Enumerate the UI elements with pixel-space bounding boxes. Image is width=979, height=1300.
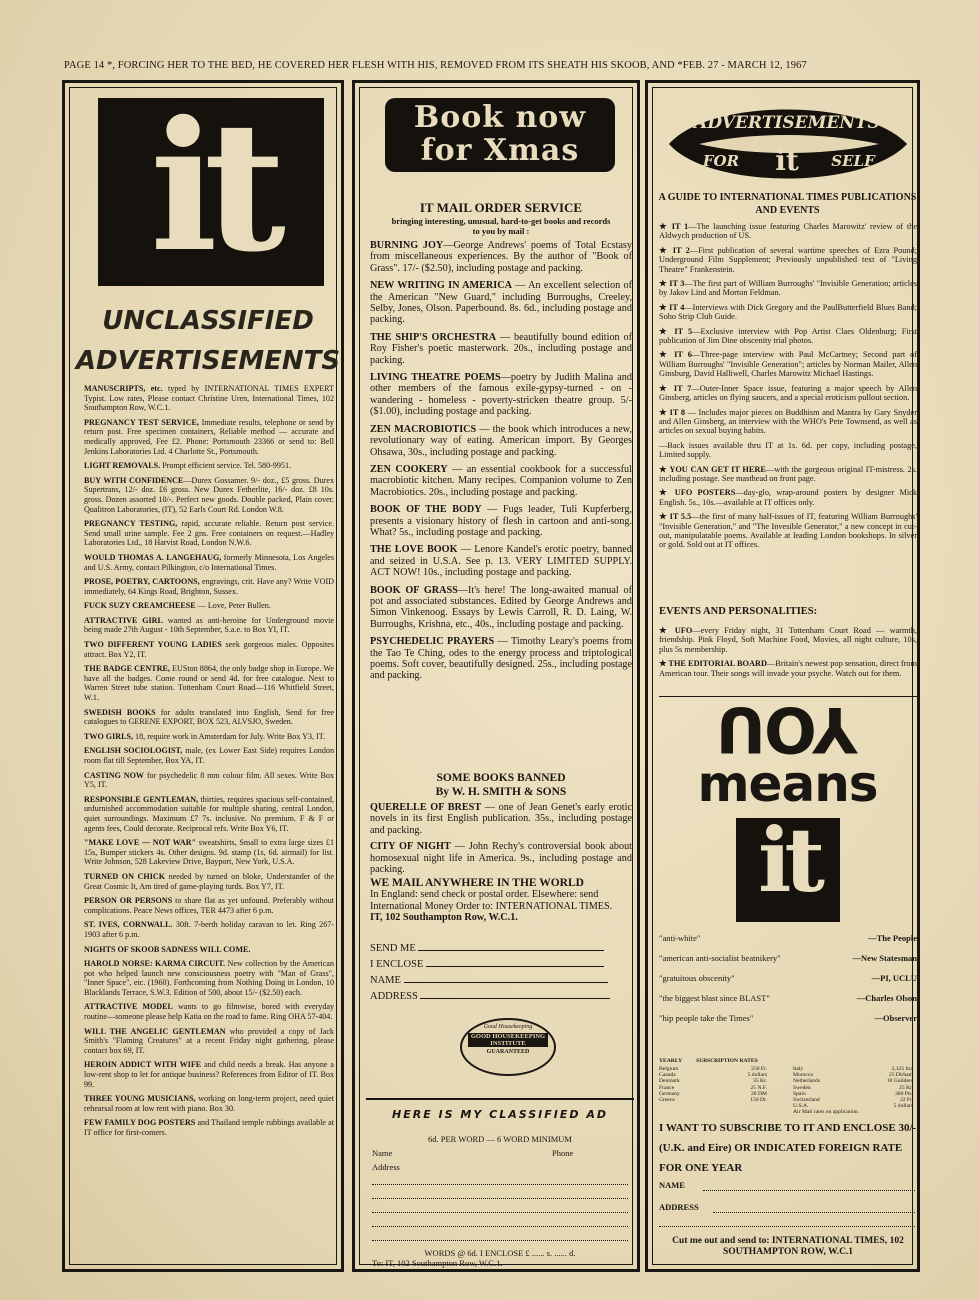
- event-entry-lead: ★ UFO: [659, 626, 693, 635]
- pence-label: d.: [569, 1248, 576, 1258]
- book-entry: [370, 464, 632, 498]
- quote-row: [659, 1013, 917, 1033]
- classified-form-footer: [372, 1248, 628, 1268]
- words-enclose-label: WORDS @ 6d. I ENCLOSE £: [424, 1248, 530, 1258]
- classified-line[interactable]: [372, 1226, 628, 1227]
- quote-source: —The People: [868, 933, 917, 943]
- advertisements-heading: ADVERTISEMENTS: [75, 346, 341, 376]
- classified-ad: [84, 896, 334, 915]
- it-small-logo: [736, 808, 840, 922]
- event-entry-text: —Britain's newest pop sensation, direct from American tour. Their songs will invade your psyche. Watch out for them.: [659, 659, 917, 678]
- issues-list: [659, 222, 917, 555]
- classified-ad-text: EUSton 8864, the only badge shop in Europe. We have all the badges. Come round or send 4d. for free catalogue. Next to Warren Street tube station. Tottenham Court Road—116 Whitfield Street, W.1.: [84, 664, 334, 703]
- banned-book-entry-lead: QUERELLE OF BREST: [370, 802, 482, 813]
- classified-ad: [84, 616, 334, 635]
- classified-ad: [84, 838, 334, 867]
- send-me-label: SEND ME: [370, 943, 416, 954]
- book-entry-lead: PSYCHEDELIC PRAYERS: [370, 636, 495, 648]
- rate-amount: 150 Dr.: [750, 1097, 767, 1104]
- rate-amount: 22 Fr.: [899, 1097, 913, 1104]
- classified-ad: [84, 1002, 334, 1021]
- name-field[interactable]: [370, 974, 632, 986]
- quote-text: "hip people take the Times": [659, 1013, 754, 1023]
- quote-source: —PI, UCLU: [871, 973, 917, 983]
- book-entry-text: — Timothy Leary's poems from the Tao Te Ching, odes to the energy process and triptological poems. Soft cover, beautifully designed. 25s., including postage and packing.: [370, 636, 632, 682]
- guide-title: A GUIDE TO INTERNATIONAL TIMES PUBLICATIONS AND EVENTS: [658, 192, 917, 216]
- classified-ad: [84, 519, 334, 548]
- book-now-for-xmas-banner: [385, 98, 615, 172]
- enclose-line[interactable]: [426, 958, 604, 967]
- classified-ad-text: for adults translated into English, Send for free catalogues to GERENE EXPORT, BOX 523, ALVSJO, Sweden.: [84, 707, 334, 727]
- book-entry: [370, 280, 632, 326]
- rate-country: Italy: [793, 1066, 804, 1072]
- mail-order-column: [352, 80, 640, 1272]
- issue-entry-lead: ★ IT 2: [659, 245, 690, 255]
- rate-country: Netherlands: [793, 1078, 821, 1085]
- mail-anywhere-address: IT, 102 Southampton Row, W.C.1.: [370, 912, 518, 924]
- book-entry-text: —It's here! The long-awaited manual of pot and associated substances. Edited by George Andrews and Simon Vinkenoog. Essays by Lewis Carroll, R. D. Laing, W. Burroughs, Krishna, etc., 40s., including postage and packing.: [370, 584, 632, 630]
- events-list: [659, 626, 917, 683]
- advertisements-for-it-self-logo: [659, 104, 914, 184]
- classified-ad-lead: HAROLD NORSE: KARMA CIRCUIT.: [84, 959, 226, 969]
- rate-country: France: [659, 1084, 675, 1091]
- address-line[interactable]: [420, 990, 610, 999]
- quote-text: "american anti-socialist beatnikery": [659, 953, 781, 963]
- issue-entry-text: —Outer-Inner Space issue, featuring a major speech by Allen Ginsberg, articles on flying saucers, and a special eroticism pullout section.: [659, 383, 917, 403]
- issue-entry: [659, 279, 917, 298]
- issue-entry-text: —The first part of William Burroughs' "Invisible Generation; articles by Jakov Lind and Morton Feldman.: [659, 279, 917, 298]
- unclassified-column: [62, 80, 344, 1272]
- rate-row: [793, 1109, 913, 1115]
- classified-ad: [84, 708, 334, 727]
- classified-phone-label: Phone: [552, 1148, 574, 1158]
- classified-ad-form: [366, 1098, 634, 1268]
- classified-ad: [84, 640, 334, 659]
- book-entry-text: — An excellent selection of the American "New Guard," including Burroughs, Creeley, Selby, Jones, Olson. Paperbound. 8s. 6d., including postage and packing.: [370, 280, 632, 326]
- classified-ad-text: to share flat as yet unfound. Preferably without complications. Peace News offices, TER 4473 after 6 p.m.: [84, 896, 334, 915]
- subscribe-address-label: ADDRESS: [659, 1202, 699, 1212]
- issue-entry-text: — Includes major pieces on Buddhism and Mantra by Gary Snyder and Allen Ginsberg, an interview with the WHO's Pete Townsend, as well as articles on sexual buying habits.: [659, 407, 917, 436]
- issue-entry-text: —Back issues available thru IT at 1s. 6d. per copy, including postage, Limited supply.: [659, 440, 917, 460]
- quote-text: "anti-white": [659, 933, 701, 943]
- book-entry-lead: THE LOVE BOOK: [370, 544, 458, 556]
- classified-ad: [84, 418, 334, 456]
- classified-ad-text: working on long-term project, need quiet rehearsal room at low rent with piano. Box 30.: [84, 1094, 334, 1113]
- address-label: ADDRESS: [370, 991, 418, 1002]
- book-entry-text: — beautifully bound edition of Roy Fisher's poetic masterwork. 20s., including postage and packing.: [370, 331, 632, 366]
- classified-ad-text: formerly Minnesota, Los Angeles and U.S. Army, contact Pilkington, c/o International Times.: [84, 552, 334, 572]
- seal-band: GOOD HOUSEKEEPING INSTITUTE: [468, 1033, 548, 1047]
- issue-entry-text: —with the gorgeous original IT-mistress. 2s. including postage. See masthead on front page.: [659, 464, 917, 483]
- classified-line[interactable]: [372, 1198, 628, 1199]
- means-text: means: [697, 755, 878, 813]
- book-entry-lead: LIVING THEATRE POEMS: [370, 372, 501, 384]
- classified-ad-text: and child needs a break. Has anyone a low-rent shop to let for antique business? References from Editor of IT. Box 99.: [84, 1060, 334, 1089]
- classified-ad-text: —Durex Gossamer. 9/- doz., £5 gross. Durex Supertrans, 12/- doz. £6 gross. New Durex Fetherlite, 16/- doz. £8 10s. gross. Dozen assorted 10/-. Perfect new goods. Double packed, Plain cover. Qualitron Laboratories, (IT), 52 Earls Court Rd. London W.8.: [84, 475, 334, 514]
- cut-out-instruction: Cut me out and send to: INTERNATIONAL TIMES, 102 SOUTHAMPTON ROW, W.C.1: [672, 1236, 904, 1257]
- classified-ad: [84, 1118, 334, 1137]
- classified-ad-lead: THREE YOUNG MUSICIANS,: [84, 1094, 196, 1104]
- classified-ad-lead: TWO DIFFERENT YOUNG LADIES: [84, 640, 222, 650]
- classified-ad: [84, 1060, 334, 1089]
- quote-text: "gratuitous obscenity": [659, 973, 735, 983]
- book-entry: [370, 424, 632, 458]
- classified-ad-lead: CASTING NOW: [84, 770, 144, 780]
- self-text: SELF: [831, 152, 875, 170]
- classified-ad-lead: MANUSCRIPTS, etc.: [84, 384, 163, 393]
- book-entry-text: — Fugs leader, Tuli Kupferberg, presents a visionary history of flesh in cartoon and anti-song. What? 5s., including postage and packing.: [370, 504, 632, 538]
- mail-order-frame: [359, 87, 633, 1268]
- classified-ad: [84, 476, 334, 514]
- banned-title-line-1: SOME BOOKS BANNED: [436, 772, 566, 784]
- classified-ad-text: 18, require work in Amsterdam for July. Write Box Y3, IT.: [133, 731, 326, 741]
- classified-ad-text: Immediate results, telephone or send by return post. Free specimen containers, Reliable method — accurate and medically approved, Fee £2. Phone: Portsmouth 23366 or send to: Bell Jenkins Laboratories Ltd. 4 Charlotte St., Portsmouth.: [84, 417, 334, 456]
- event-entry: [659, 659, 917, 678]
- issue-entry: [659, 441, 917, 460]
- classified-ad-text: needed by turned on bloke, Understander of the Great Cosmic It, Am tired of game-playing turds. Box Y7, IT.: [84, 871, 334, 891]
- quote-row: [659, 953, 917, 973]
- classified-ad-text: sweatshirts, Small to extra large sizes £1 15s, Bumper stickers 4s. Other designs. 9d. stamp (1s, 6d. airmail) for list. Write Johnson, 528 Lakeview Drive, Bayport, New York, U.S.A.: [84, 838, 334, 867]
- issue-entry-text: —the first of many half-issues of IT, featuring William Burroughs' "Invisible Generation," and "The Invesible Generator," a new concept in cut-out, manipulatable poems. Available at leading London bookshops. In silver or gold. Sold out at IT offices.: [659, 512, 917, 550]
- classified-ad-lead: ATTRACTIVE GIRL: [84, 615, 163, 625]
- classified-ad: [84, 872, 334, 891]
- seal-guaranteed: GUARANTEED: [486, 1049, 530, 1055]
- subscribe-name-label: NAME: [659, 1180, 685, 1190]
- issue-entry: [659, 384, 917, 403]
- classified-ad-lead: HEROIN ADDICT WITH WIFE: [84, 1060, 202, 1070]
- rate-country: Morocco: [793, 1072, 814, 1079]
- issue-entry-lead: ★ IT 7: [659, 383, 692, 393]
- name-label: NAME: [370, 975, 401, 986]
- book-entry: [370, 332, 632, 366]
- press-quotes: [659, 933, 917, 1033]
- it-small-logo-text: it: [757, 808, 819, 912]
- book-entry: [370, 240, 632, 274]
- issue-entry: [659, 512, 917, 550]
- classified-ad-text: Prompt efficient service. Tel. 580-9951.: [160, 461, 292, 471]
- issue-entry: [659, 488, 917, 507]
- banned-book-list: [370, 802, 632, 880]
- classified-ad-lead: TURNED ON CHICK: [84, 871, 165, 881]
- rate-country: Air Mail rates on application.: [793, 1109, 860, 1116]
- quote-row: [659, 993, 917, 1013]
- classified-ad: [84, 461, 334, 471]
- classified-ad-lead: THE BADGE CENTRE,: [84, 664, 170, 674]
- classified-ad-text: wanted as anti-heroine for Underground movie being made 27th August - 10th September, S.a.e. to Box YI, IT.: [84, 615, 334, 635]
- issue-entry: [659, 465, 917, 484]
- rate-amount: 25 Dirham: [888, 1072, 913, 1079]
- page-header: PAGE 14 *, FORCING HER TO THE BED, HE COVERED HER FLESH WITH HIS, REMOVED FROM ITS SHEATH HIS SKOOB, AND *FEB. 27 - MARCH 12, 1967: [64, 60, 807, 71]
- classified-ad-lead: TWO GIRLS,: [84, 731, 134, 741]
- rate-country: U.S.A.: [793, 1103, 809, 1110]
- book-entry-text: — an essential cookbook for a successful macrobiotic kitchen. Many recipes. Companion volume to Zen Macrobiotics. 20s., including postage and packing.: [370, 463, 632, 498]
- issue-entry: [659, 303, 917, 322]
- classified-ad: [84, 1094, 334, 1113]
- rates-header-word: YEARLY: [659, 1058, 683, 1064]
- banned-book-entry-text: — John Rechy's controversial book about homosexual night life in America. 9s., including postage and packing.: [370, 841, 632, 876]
- mail-order-title: IT MAIL ORDER SERVICE: [419, 200, 583, 215]
- classified-ad-lead: ENGLISH SOCIOLOGIST,: [84, 746, 183, 756]
- shillings-label: s.: [546, 1248, 553, 1258]
- enclose-label: I ENCLOSE: [370, 959, 424, 970]
- classified-ad-text: wants to go filmwise, bored with everyday routine—someone please help Katia on the road to fame. Ring OHA 57-404.: [84, 1002, 335, 1022]
- it-logo-text: it: [150, 82, 272, 291]
- issue-entry-text: —day-glo, wrap-around posters by designer Mick English. 5s., 10s.—available at IT offices only.: [659, 488, 917, 507]
- book-entry-lead: BOOK OF THE BODY: [370, 504, 482, 516]
- classified-ad-text: New collection by the American pot who helped launch new consciousness poetry with "Man of Grass", "Inner Space", etc. (1960). Forthcoming from Nothing Doing in London, 10 Blacklands Terrace, S.W.3. Edition of 500, about 15/- ($2.50) each.: [84, 959, 334, 997]
- classified-ad-lead: PROSE, POETRY, CARTOONS,: [84, 577, 200, 587]
- issue-entry: [659, 246, 917, 274]
- unclassified-heading: UNCLASSIFIED: [102, 306, 314, 336]
- classified-ad-lead: NIGHTS OF SKOOB SADNESS WILL COME.: [84, 944, 251, 954]
- book-entry-lead: THE SHIP'S ORCHESTRA: [370, 331, 497, 343]
- classified-ad-lead: WILL THE ANGELIC GENTLEMAN: [84, 1026, 226, 1036]
- classified-ad-lead: LIGHT REMOVALS.: [84, 461, 161, 471]
- quote-source: —New Statesman: [852, 953, 917, 963]
- classified-ad-lead: BUY WITH CONFIDENCE: [84, 475, 184, 485]
- banned-title-line-2: By W. H. SMITH & SONS: [435, 786, 567, 798]
- subscribe-address-line[interactable]: [713, 1212, 915, 1213]
- issue-entry-text: —Interviews with Dick Gregory and the PaulButterfield Blues Band; Soho Strip Club Guide.: [659, 302, 917, 322]
- classified-line[interactable]: [372, 1212, 628, 1213]
- classified-ad-text: rapid, accurate reliable. Return post service. Send small urine sample. Fee 2 gns. Free containers on request.—Hadley Laboratories Ltd., 18 Harvist Road, London N.W.6.: [84, 519, 335, 548]
- good-housekeeping-seal: [460, 1018, 556, 1076]
- rate-amount: 300 Pts.: [894, 1090, 913, 1097]
- quote-row: [659, 933, 917, 953]
- classified-ad: [84, 577, 334, 596]
- issue-entry-lead: ★ IT 5.5: [659, 512, 692, 522]
- classified-ad: [84, 601, 334, 611]
- issue-entry-text: —Exclusive interview with Pop Artist Claes Oldenburg; First publication of Jim Dine obscenity trial photos.: [659, 326, 917, 346]
- advertisements-text: ADVERTISEMENTS: [694, 113, 880, 133]
- rate-country: Canada: [659, 1072, 676, 1079]
- address-field[interactable]: [370, 990, 632, 1002]
- banned-book-entry: [370, 841, 632, 875]
- issue-entry-text: —Three-page interview with Paul McCartney; Second part of William Burroughs' "Invisible Generation"; articles by Norman Mailer, Allen Ginsburg, David Halliwell, Charles Marowitz Michael Hastings.: [659, 350, 917, 379]
- book-entry-lead: BOOK OF GRASS: [370, 584, 458, 596]
- book-entry-lead: ZEN MACROBIOTICS: [370, 423, 477, 435]
- rate-amount: 20 DM: [750, 1090, 767, 1097]
- classified-ad-text: engravings, crit. Have any? Write VOID immediately, 64 Kings Road, Brighton, Sussex.: [84, 577, 334, 596]
- classified-ad: [84, 795, 334, 833]
- events-title: EVENTS AND PERSONALITIES:: [659, 606, 818, 617]
- rate-amount: 25 Kr.: [899, 1084, 913, 1091]
- issue-entry-text: —First publication of several wartime speeches of Ezra Pound; Underground Film Supplement; Previously unpublished text of "Living Theatre" Frankenstein.: [659, 245, 917, 274]
- rate-country: Spain: [793, 1090, 806, 1097]
- mail-anywhere-block: [370, 878, 632, 924]
- rate-amount: 25 N.F.: [750, 1084, 767, 1091]
- classified-name-label: Name: [372, 1148, 393, 1158]
- book-entry-text: — the book which introduces a new, revolutionary way of eating. American import. By Georges Ohsawa, 30s., including postage and packing.: [370, 423, 632, 458]
- classified-line[interactable]: [372, 1184, 628, 1185]
- mail-anywhere-text: In England: send check or postal order. Elsewhere: send International Money Order to: INTERNATIONAL TIMES.: [370, 889, 613, 912]
- classified-form-title: HERE IS MY CLASSIFIED AD: [392, 1108, 608, 1121]
- book-entry: [370, 504, 632, 538]
- you-upside-down: YOU: [717, 693, 858, 766]
- classified-ad-text: and Thailand temple rubbings available at IT office for first-comers.: [84, 1118, 335, 1137]
- classified-ad-lead: "MAKE LOVE — NOT WAR": [84, 838, 197, 848]
- book-entry: [370, 544, 632, 578]
- subscribe-address-line[interactable]: [659, 1226, 915, 1227]
- classified-ad: [84, 384, 334, 413]
- classified-ad-text: thirties, requires spacious self-contained, unfurnished accommodation suitable for multiple sharing, central London, quiet surroundings. Maximum £7 7s. inclusive. No premium. F & F or agents fees, Could decorate. Reciprocal refs. Write Box Y6, IT.: [84, 794, 334, 833]
- mail-anywhere-heading: WE MAIL ANYWHERE IN THE WORLD: [370, 877, 584, 889]
- rate-country: Germany: [659, 1090, 680, 1097]
- classified-ad-lead: PERSON OR PERSONS: [84, 896, 173, 906]
- event-entry: [659, 626, 917, 654]
- send-me-line[interactable]: [418, 942, 604, 951]
- guide-frame: [652, 87, 918, 1265]
- classified-to-address: To: IT, 102 Southampton Row, W.C.1.: [372, 1258, 503, 1268]
- rate-row: [659, 1097, 767, 1103]
- rate-country: Greece: [659, 1097, 675, 1104]
- classified-ad: [84, 920, 334, 939]
- book-entry-text: —George Andrews' poems of Total Ecstasy from miscellaneous experiences. By the author of "Book of Grass". 17/- ($2.50), including postage and packing.: [370, 240, 632, 274]
- rate-amount: 5 dollars: [747, 1072, 767, 1079]
- name-line[interactable]: [404, 974, 608, 983]
- classified-ad-lead: ATTRACTIVE MODEL: [84, 1002, 173, 1012]
- banner-line-1: Book now: [413, 100, 587, 135]
- banned-book-entry: [370, 802, 632, 836]
- classified-ad-text: 30ft. 7-berth holiday caravan to let. Ring 267-1903 after 6 p.m.: [84, 920, 334, 939]
- it-logo: [98, 82, 324, 291]
- rate-country: Denmark: [659, 1078, 680, 1085]
- rates-column: [659, 1066, 767, 1103]
- classified-address-label: Address: [372, 1162, 400, 1172]
- issue-entry-lead: ★ UFO POSTERS: [659, 488, 736, 498]
- classified-ad: [84, 746, 334, 765]
- classified-ad: [84, 664, 334, 702]
- classified-ad-lead: FEW FAMILY DOG POSTERS: [84, 1118, 196, 1128]
- classified-ad: [84, 553, 334, 572]
- book-entry-lead: ZEN COOKERY: [370, 463, 448, 475]
- classified-ad-lead: SWEDISH BOOKS: [84, 707, 156, 717]
- classified-ad-lead: PREGNANCY TEST SERVICE,: [84, 417, 199, 427]
- classified-ad-text: who provided a copy of Jack Smith's "Flaming Creatures" at a recent Friday night gathering, please contact box 69, IT.: [84, 1026, 334, 1055]
- classified-ad-lead: WOULD THOMAS A. LANGEHAUG,: [84, 552, 222, 562]
- book-list: [370, 240, 632, 688]
- classified-ad-text: typed by INTERNATIONAL TIMES EXPERT Typist. Low rates, Please contact Christine Uren, International Times, 102 Southampton Row, W.C.1.: [84, 384, 335, 413]
- subscribe-name-line[interactable]: [703, 1190, 915, 1191]
- classified-ad-lead: ST. IVES, CORNWALL.: [84, 920, 173, 930]
- issue-entry: [659, 222, 917, 241]
- banner-line-2: for Xmas: [420, 133, 580, 168]
- rate-amount: 5 dollars: [893, 1103, 913, 1110]
- quote-row: [659, 973, 917, 993]
- classified-ad-lead: FUCK SUZY CREAMCHEESE: [84, 601, 196, 611]
- classified-line[interactable]: [372, 1240, 628, 1241]
- issue-entry-lead: ★ IT 5: [659, 326, 693, 336]
- unclassified-frame: [69, 82, 341, 1265]
- event-entry-text: —every Friday night, 31 Tottenham Court Road — warmth, friendship. Pink Floyd, Soft Machine Food, Movies, all night culture, 10s, plus 5s membership.: [659, 626, 918, 654]
- rate-country: Switzerland: [793, 1097, 820, 1104]
- banned-book-entry-text: — one of Jean Genet's early erotic novels in its first English publication. 35s., including postage and packing.: [370, 802, 632, 836]
- classified-ad: [84, 959, 334, 997]
- words-enclose-line: WORDS @ 6d. I ENCLOSE £ ...... s. ...... d.: [424, 1248, 576, 1258]
- classified-ad: [84, 945, 334, 955]
- issue-entry-lead: ★ IT 6: [659, 350, 692, 360]
- classified-ad: [84, 1027, 334, 1056]
- rates-header-word: SUBSCRIPTION RATES: [696, 1058, 758, 1064]
- rate-country: Sweden: [793, 1084, 811, 1091]
- rate-amount: 35 Kr.: [753, 1078, 767, 1085]
- quote-text: "the biggest blast since BLAST": [659, 993, 770, 1003]
- seal-top: Good Housekeeping: [483, 1024, 533, 1030]
- quote-source: —Charles Olson: [856, 993, 917, 1003]
- rate-amount: 18 Guilders: [886, 1078, 913, 1085]
- it-lips-text: it: [775, 144, 799, 177]
- classified-ad-text: male, (ex Lower East Side) requires London room flat till September, Box YA, IT.: [84, 746, 334, 765]
- book-entry-text: —poetry by Judith Malina and other members of the famous exile-gypsy-turned - on - wandering - homeless - poverty-stricken theatre group. 5/- ($1.00), including postage and packing.: [370, 372, 632, 418]
- enclose-field[interactable]: [370, 958, 632, 970]
- banned-books-heading: [360, 771, 640, 799]
- rate-amount: 250 Fr.: [751, 1066, 767, 1072]
- banned-book-entry-lead: CITY OF NIGHT: [370, 841, 451, 853]
- event-entry-lead: ★ THE EDITORIAL BOARD: [659, 659, 767, 669]
- issue-entry-lead: ★ YOU CAN GET IT HERE: [659, 464, 766, 474]
- book-entry: [370, 636, 632, 682]
- send-me-field[interactable]: [370, 942, 632, 954]
- mail-order-subtitle: bringing interesting, unusual, hard-to-get books and records to you by mail :: [391, 216, 611, 236]
- classified-form-rate: 6d. PER WORD — 6 WORD MINIMUM: [428, 1134, 572, 1144]
- classified-ad: [84, 771, 334, 790]
- guide-column: [645, 80, 920, 1272]
- subscribe-text: I WANT TO SUBSCRIBE TO IT AND ENCLOSE 30/- (U.K. and Eire) OR INDICATED FOREIGN RATE FOR ONE YEAR: [659, 1122, 917, 1174]
- for-text: FOR: [702, 152, 740, 170]
- classified-ads-list: [84, 384, 334, 1143]
- book-entry: [370, 372, 632, 418]
- book-entry-lead: BURNING JOY: [370, 240, 444, 251]
- issue-entry: [659, 327, 917, 346]
- rates-column: [793, 1066, 913, 1116]
- book-entry: [370, 585, 632, 631]
- classified-ad: [84, 732, 334, 742]
- issue-entry-lead: ★ IT 1: [659, 222, 689, 231]
- classified-ad-text: seek gorgeous males. Opposites attract. Box Y2, IT.: [84, 640, 334, 659]
- quote-source: —Observer: [874, 1013, 917, 1023]
- classified-ad-text: — Love, Peter Bullen.: [195, 601, 271, 611]
- rate-country: Belgium: [659, 1066, 679, 1072]
- issue-entry-lead: ★ IT 3: [659, 279, 685, 289]
- issue-entry: [659, 408, 917, 436]
- classified-ad-text: for psychedelic 8 mm colour film. All sexes. Write Box Y5, IT.: [84, 770, 334, 790]
- book-entry-text: — Lenore Kandel's erotic poetry, banned and seized in U.S.A. See p. 13. VERY LIMITED SUPPLY. ACT NOW! 10s., including postage and packing.: [370, 544, 633, 579]
- book-entry-lead: NEW WRITING IN AMERICA: [370, 280, 512, 292]
- issue-entry-text: —The launching issue featuring Charles Marowitz' review of the Aldwych production of US.: [659, 222, 917, 241]
- rates-header: [659, 1058, 772, 1064]
- issue-entry-lead: ★ IT 8: [659, 407, 685, 417]
- classified-ad-lead: RESPONSIBLE GENTLEMAN,: [84, 794, 199, 804]
- rate-amount: 3,125 lira: [891, 1066, 913, 1072]
- classified-ad-lead: PREGNANCY TESTING,: [84, 519, 178, 529]
- issue-entry-lead: ★ IT 4: [659, 302, 685, 312]
- issue-entry: [659, 350, 917, 378]
